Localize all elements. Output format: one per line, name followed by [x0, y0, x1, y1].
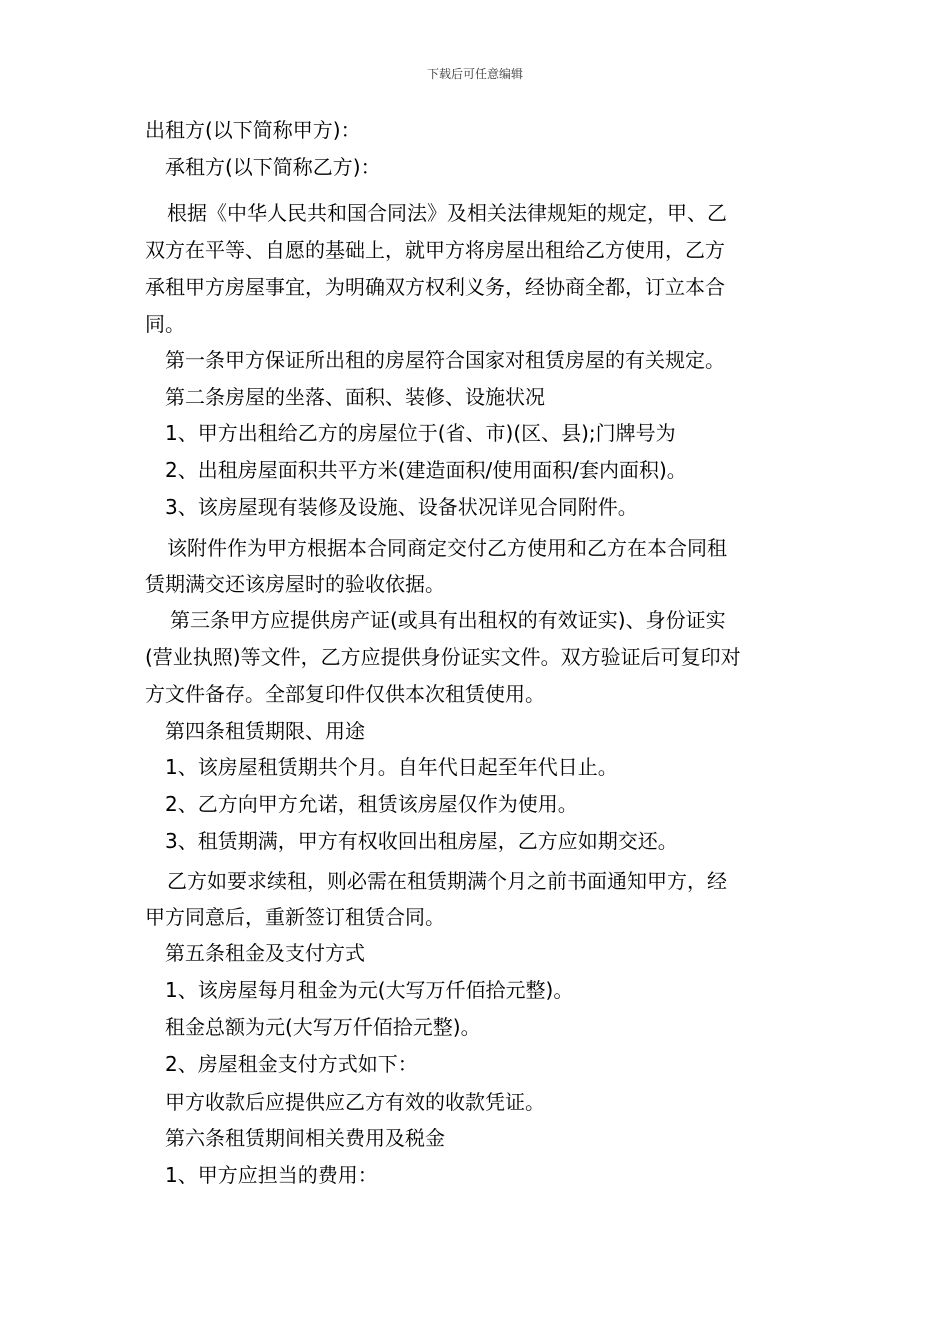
text-line: 第六条租赁期间相关费用及税金 [165, 1126, 445, 1150]
text-line: 1、该房屋每月租金为元(大写万仟佰拾元整)。 [165, 978, 574, 1002]
text-line: 承租方(以下简称乙方)： [165, 155, 381, 179]
text-line: 1、甲方应担当的费用： [165, 1163, 378, 1187]
text-line: (营业执照)等文件，乙方应提供身份证实文件。双方验证后可复印对 [145, 645, 741, 669]
page-header: 下载后可任意编辑 [426, 67, 523, 81]
text-line: 2、出租房屋面积共平方米(建造面积/使用面积/套内面积)。 [165, 458, 687, 482]
text-line: 第二条房屋的坐落、面积、装修、设施状况 [165, 385, 545, 409]
text-line: 乙方如要求续租，则必需在租赁期满个月之前书面通知甲方，经 [167, 869, 727, 893]
text-line: 赁期满交还该房屋时的验收依据。 [145, 572, 445, 596]
text-line: 出租方(以下简称甲方)： [145, 118, 361, 142]
text-line: 租金总额为元(大写万仟佰拾元整)。 [165, 1015, 481, 1039]
text-line: 3、该房屋现有装修及设施、设备状况详见合同附件。 [165, 495, 638, 519]
text-line: 甲方收款后应提供应乙方有效的收款凭证。 [165, 1090, 545, 1114]
text-line: 2、房屋租金支付方式如下： [165, 1052, 418, 1076]
text-line: 第三条甲方应提供房产证(或具有出租权的有效证实)、身份证实 [170, 608, 726, 632]
text-line: 1、甲方出租给乙方的房屋位于(省、市)(区、县);门牌号为 [165, 421, 676, 445]
text-line: 第五条租金及支付方式 [165, 941, 365, 965]
text-line: 3、租赁期满，甲方有权收回出租房屋，乙方应如期交还。 [165, 829, 678, 853]
text-line: 第一条甲方保证所出租的房屋符合国家对租赁房屋的有关规定。 [165, 348, 725, 372]
text-line: 根据《中华人民共和国合同法》及相关法律规矩的规定，甲、乙 [167, 201, 727, 225]
text-line: 该附件作为甲方根据本合同商定交付乙方使用和乙方在本合同租 [167, 536, 727, 560]
text-line: 双方在平等、自愿的基础上，就甲方将房屋出租给乙方使用，乙方 [145, 238, 725, 262]
text-line: 1、该房屋租赁期共个月。自年代日起至年代日止。 [165, 755, 618, 779]
text-line: 同。 [145, 312, 185, 336]
text-line: 第四条租赁期限、用途 [165, 719, 365, 743]
text-line: 甲方同意后，重新签订租赁合同。 [145, 905, 445, 929]
text-line: 方文件备存。全部复印件仅供本次租赁使用。 [145, 682, 545, 706]
text-line: 2、乙方向甲方允诺，租赁该房屋仅作为使用。 [165, 792, 578, 816]
text-line: 承租甲方房屋事宜，为明确双方权利义务，经协商全都，订立本合 [145, 275, 725, 299]
